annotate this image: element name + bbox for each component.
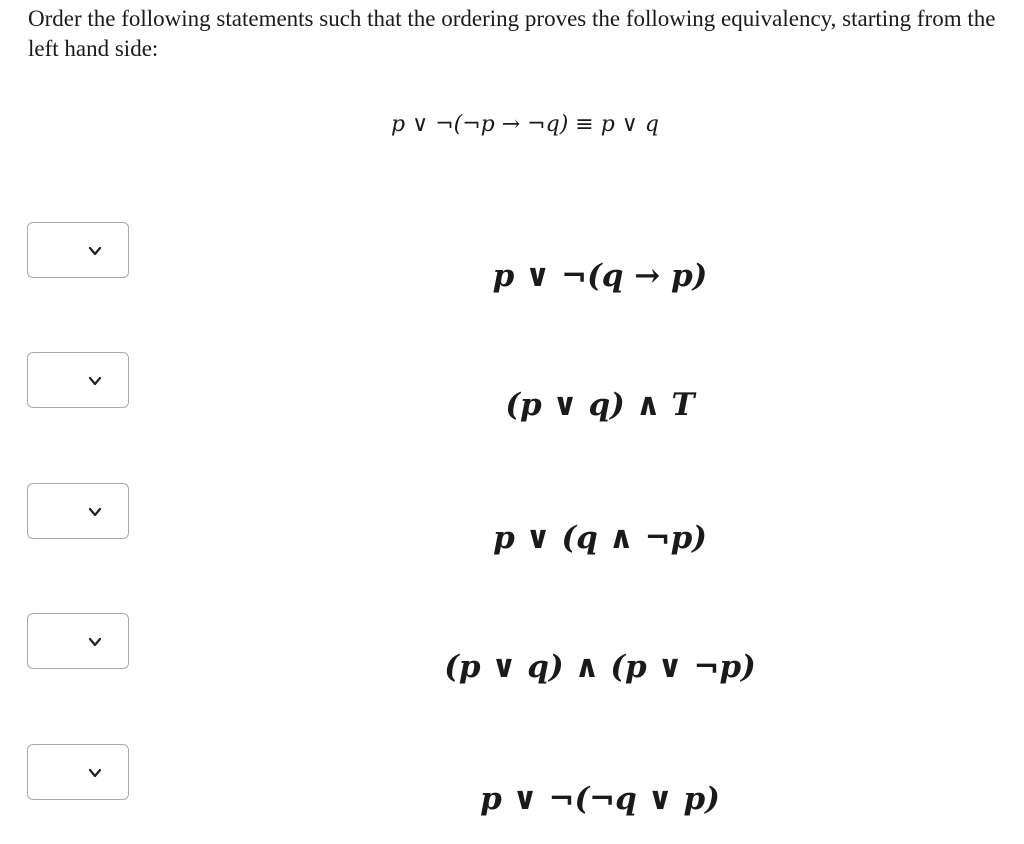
chevron-down-icon <box>88 374 102 388</box>
chevron-down-icon <box>88 244 102 258</box>
statement-4: (p ∨ q) ∧ (p ∨ ¬p) <box>444 649 756 685</box>
statement-3: p ∨ (q ∧ ¬p) <box>493 520 707 556</box>
statement-1: p ∨ ¬(q → p) <box>492 258 708 294</box>
equivalency-formula: p ∨ ¬(¬p → ¬q) ≡ p ∨ q <box>391 112 659 137</box>
statement-5: p ∨ ¬(¬q ∨ p) <box>480 781 720 817</box>
question-prompt: Order the following statements such that the ordering proves the following equivalency, starting from the left hand side: <box>28 6 996 61</box>
chevron-down-icon <box>88 505 102 519</box>
statement-2: (p ∨ q) ∧ T <box>505 387 695 423</box>
chevron-down-icon <box>88 635 102 649</box>
chevron-down-icon <box>88 766 102 780</box>
